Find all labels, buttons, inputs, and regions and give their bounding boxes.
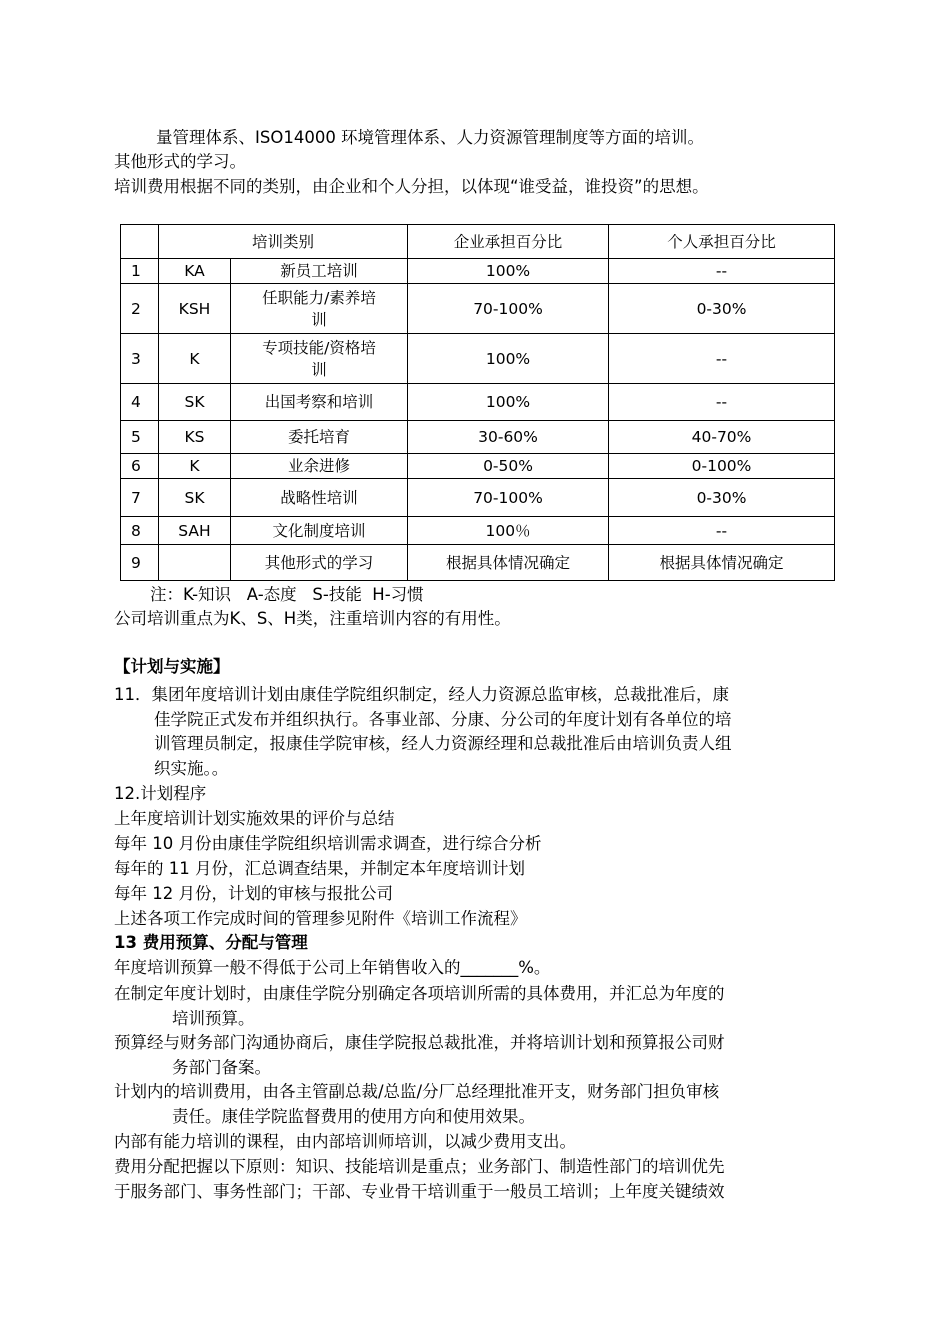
row-company: 0-50% [408,454,609,479]
row-personal: 0-30% [609,284,835,334]
table-row [121,259,835,284]
plan-procedure-title: 12.计划程序 [114,784,207,803]
budget-item-6-line-1: 费用分配把握以下原则：知识、技能培训是重点；业务部门、制造性部门的培训优先 [114,1157,725,1176]
budget-item-4-line-2: 责任。康佳学院监督费用的使用方向和使用效果。 [172,1106,535,1126]
table-row [121,421,835,454]
procedure-step-3: 每年的 11 月份，汇总调查结果，并制定本年度培训计划 [114,859,525,878]
intro-line-3: 培训费用根据不同的类别，由企业和个人分担，以体现“谁受益，谁投资”的思想。 [114,177,709,196]
row-no: 8 [121,517,159,545]
row-code [159,545,231,581]
budget-item-3-line-1: 预算经与财务部门沟通协商后，康佳学院报总裁批准，并将培训计划和预算报公司财 [114,1033,725,1052]
budget-item-4-line-1: 计划内的培训费用，由各主管副总裁/总监/分厂总经理批准开支，财务部门担负审核 [114,1082,720,1101]
row-company: 70-100% [408,284,609,334]
row-personal: -- [609,384,835,421]
row-code: KA [159,259,231,284]
row-code: K [159,454,231,479]
row-company: 30-60% [408,421,609,454]
row-company: 100% [408,334,609,384]
budget-item-2 [114,982,839,1031]
row-name [231,334,408,384]
table-note: 注：K-知识 A-态度 S-技能 H-习惯 [150,585,424,604]
row-name-line2: 训 [311,310,327,329]
p11-line-1: 11．集团年度培训计划由康佳学院组织制定，经人力资源总监审核，总裁批准后，康 [114,685,729,704]
budget-item-5: 内部有能力培训的课程，由内部培训师培训，以减少费用支出。 [114,1132,576,1151]
row-name-line1: 专项技能/资格培 [262,338,376,357]
row-personal: -- [609,334,835,384]
row-code: SK [159,384,231,421]
row-company: 100% [408,259,609,284]
row-code: SK [159,479,231,517]
row-no: 3 [121,334,159,384]
row-company: 100% [408,384,609,421]
row-personal: -- [609,517,835,545]
row-no: 1 [121,259,159,284]
table-row [121,454,835,479]
row-personal: 40-70% [609,421,835,454]
procedure-step-4: 每年 12 月份，计划的审核与报批公司 [114,884,393,903]
row-code: KS [159,421,231,454]
budget-item-2-line-2: 培训预算。 [172,1008,255,1028]
budget-item-6 [114,1155,839,1204]
budget-item-4 [114,1080,839,1129]
row-company: 100％ [408,517,609,545]
budget-item-2-line-1: 在制定年度计划时，由康佳学院分别确定各项培训所需的具体费用，并汇总为年度的 [114,984,725,1003]
budget-heading: 13 费用预算、分配与管理 [114,933,308,952]
header-category: 培训类别 [159,225,408,259]
row-name: 其他形式的学习 [231,545,408,581]
paragraph-11 [114,683,839,781]
row-name-line2: 训 [311,360,327,379]
row-name-line1: 任职能力/素养培 [262,288,376,307]
row-name [231,284,408,334]
training-focus: 公司培训重点为K、S、H类，注重培训内容的有用性。 [114,609,511,628]
table-row [121,384,835,421]
row-no: 5 [121,421,159,454]
row-personal: 0-100% [609,454,835,479]
table-header-row [121,225,835,259]
row-personal: 根据具体情况确定 [609,545,835,581]
table-row [121,334,835,384]
table-row [121,517,835,545]
row-company: 根据具体情况确定 [408,545,609,581]
row-name: 出国考察和培训 [231,384,408,421]
intro-line-2: 其他形式的学习。 [114,152,246,171]
budget-item-1: 年度培训预算一般不得低于公司上年销售收入的_______%。 [114,958,551,977]
row-no: 4 [121,384,159,421]
procedure-step-5: 上述各项工作完成时间的管理参见附件《培训工作流程》 [114,909,527,928]
table-row [121,284,835,334]
row-code: KSH [159,284,231,334]
p11-line-4: 织实施。。 [154,758,229,778]
row-personal: -- [609,259,835,284]
row-no: 7 [121,479,159,517]
header-personal: 个人承担百分比 [609,225,835,259]
row-name: 文化制度培训 [231,517,408,545]
budget-item-3-line-2: 务部门备案。 [172,1057,271,1077]
budget-item-3 [114,1031,839,1080]
row-no: 9 [121,545,159,581]
row-name: 委托培育 [231,421,408,454]
row-name: 业余进修 [231,454,408,479]
row-personal: 0-30% [609,479,835,517]
table-row [121,479,835,517]
row-code: SAH [159,517,231,545]
p11-line-3: 训管理员制定，报康佳学院审核，经人力资源经理和总裁批准后由培训负责人组 [154,734,732,753]
table-row [121,545,835,581]
row-no: 6 [121,454,159,479]
header-no [121,225,159,259]
p11-line-2: 佳学院正式发布并组织执行。各事业部、分康、分公司的年度计划有各单位的培 [154,709,732,729]
procedure-step-1: 上年度培训计划实施效果的评价与总结 [114,809,395,828]
header-company: 企业承担百分比 [408,225,609,259]
budget-item-6-line-2: 于服务部门、事务性部门；干部、专业骨干培训重于一般员工培训；上年度关键绩效 [114,1181,725,1201]
plan-heading: 【计划与实施】 [114,657,230,676]
procedure-step-2: 每年 10 月份由康佳学院组织培训需求调查，进行综合分析 [114,834,542,853]
row-no: 2 [121,284,159,334]
row-name: 新员工培训 [231,259,408,284]
row-name: 战略性培训 [231,479,408,517]
training-cost-table [120,224,835,581]
row-company: 70-100% [408,479,609,517]
intro-line-1: 量管理体系、ISO14000 环境管理体系、人力资源管理制度等方面的培训。 [156,128,705,147]
row-code: K [159,334,231,384]
